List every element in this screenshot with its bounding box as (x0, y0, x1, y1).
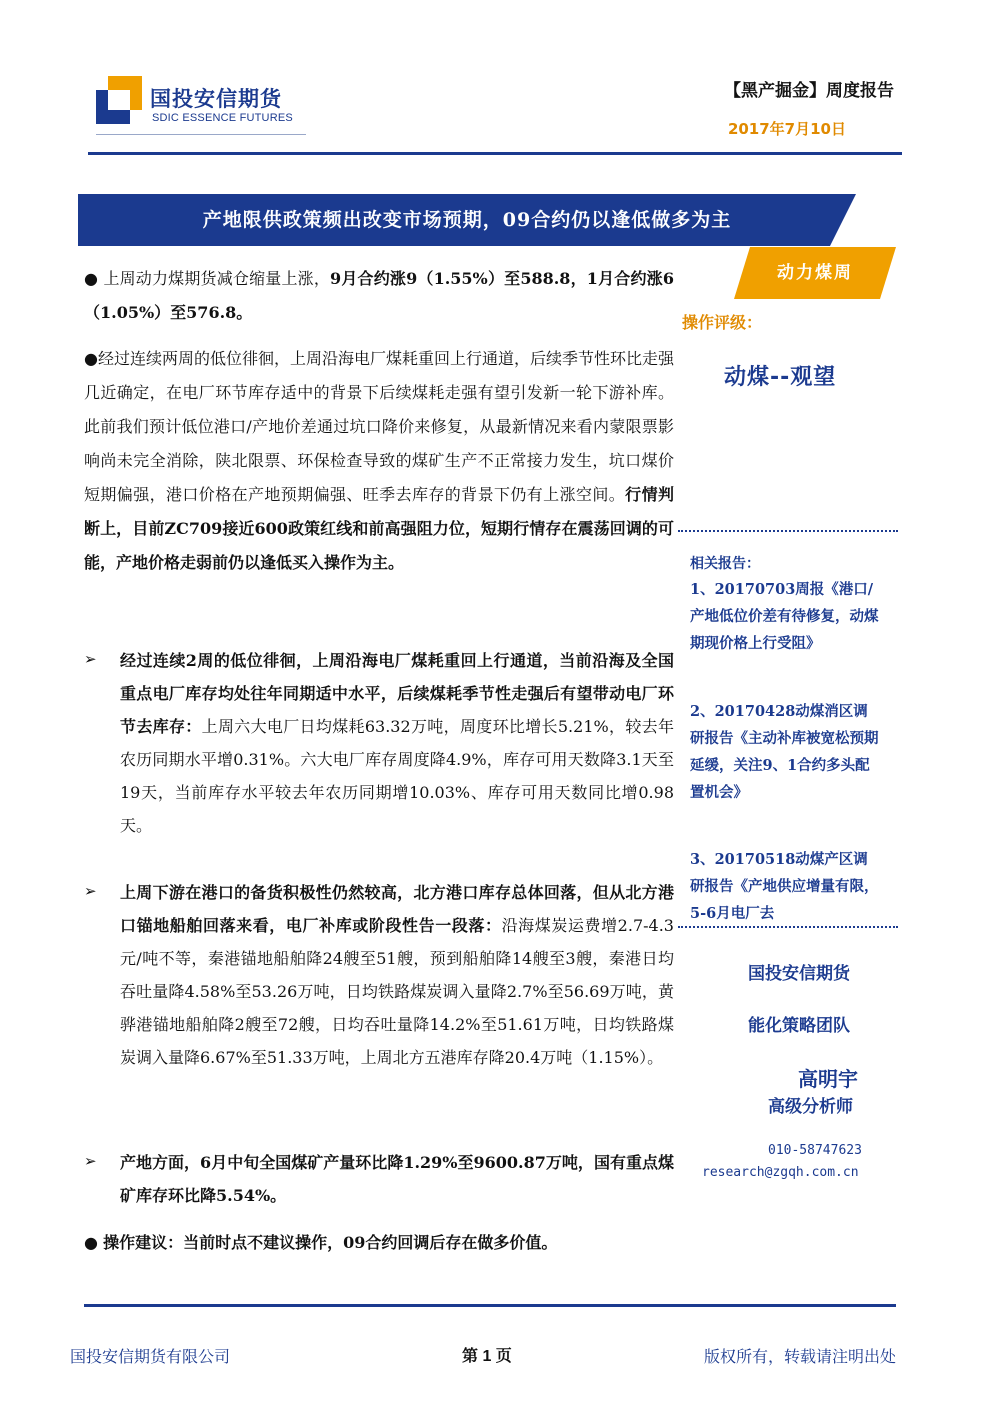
rating-label: 操作评级： (682, 313, 763, 332)
summary-bullet-2 (84, 342, 674, 580)
bullet-2-text: 经过连续两周的低位徘徊，上周沿海电厂煤耗重回上行通道，后续季节性环比走强几近确定，在电厂环节库存适中的背景下后续煤耗走强有望引发新一轮下游补库。此前我们预计低位港口/产地价差通过坑口降价来修复，从最新情况来看内蒙限票影响尚未完全消除，陕北限票、环保检查导致的煤矿生产不正常接力发生，坑口煤价短期偏强，港口价格在产地预期偏强、旺季去库存的背景下仍有上涨空间。 (84, 349, 674, 504)
arrow-bullet-icon: ➢ (84, 1152, 97, 1170)
bullet-1-text: 上周动力煤期货减仓缩量上涨， (103, 269, 331, 288)
headline: 产地限供政策频出改变市场预期，09合约仍以逢低做多为主 (202, 209, 732, 231)
header-divider (88, 152, 902, 155)
logo-underline (96, 134, 306, 135)
contact-email[interactable]: research@zgqh.com.cn (702, 1165, 859, 1180)
footer-divider (84, 1304, 896, 1307)
bullet-2-highlight: 行情判断上，目前ZC709接近600政策红线和前高强阻力位，短期行情存在震荡回调的可能，产地价格走弱前仍以逢低买入操作为主。 (84, 485, 674, 572)
detail-1-highlight: 经过连续2周的低位徘徊，上周沿海电厂煤耗重回上行通道，当前沿海及全国重点电厂库存均处往年同期适中水平，后续煤耗季节性走强后有望带动电厂环节去库存： (120, 651, 674, 736)
summary-bullet-1 (84, 262, 674, 330)
detail-point-3 (120, 1146, 674, 1212)
contact-phone: 010-58747623 (768, 1143, 862, 1158)
team-name: 能化策略团队 (748, 1016, 850, 1036)
bullet-dot: ● (84, 349, 98, 368)
detail-1-text: 上周六大电厂日均煤耗63.32万吨，周度环比增长5.21%，较去年农历同期水平增0.31%。六大电厂库存周度降4.9%，库存可用天数降3.1天至19天，当前库存水平较去年农历同期增10.03%、库存可用天数同比增0.98天。 (120, 717, 674, 835)
bullet-dot: ● (84, 1233, 98, 1252)
company-logo-icon (96, 76, 142, 124)
sidebar-divider (678, 530, 898, 532)
logo-chinese-name: 国投安信期货 (150, 87, 282, 111)
detail-point-2 (120, 876, 674, 1074)
advice-text: 操作建议：当前时点不建议操作，09合约回调后存在做多价值。 (103, 1233, 558, 1252)
detail-2-highlight: 上周下游在港口的备货积极性仍然较高，北方港口库存总体回落，但从北方港口锚地船舶回落来看，电厂补库或阶段性告一段落： (120, 883, 674, 935)
operation-advice (84, 1226, 674, 1260)
analyst-title: 高级分析师 (768, 1097, 853, 1117)
footer-company: 国投安信期货有限公司 (70, 1347, 231, 1366)
analyst-name: 高明宇 (798, 1067, 858, 1091)
arrow-bullet-icon: ➢ (84, 882, 97, 900)
detail-3-highlight: 产地方面，6月中旬全国煤矿产量环比降1.29%至9600.87万吨，国有重点煤矿库存环比降5.54%。 (120, 1153, 674, 1205)
related-report-link[interactable]: 2、20170428动煤消区调研报告《主动补库被宽松预期延缓，关注9、1合约多头配置机会》 (690, 703, 879, 801)
page-number: 第 1 页 (462, 1348, 512, 1365)
detail-point-1 (120, 644, 674, 842)
report-series-title: 【黑产掘金】周度报告 (724, 81, 894, 101)
rating-value: 动煤--观望 (724, 365, 837, 390)
related-reports-label: 相关报告： (690, 556, 760, 572)
related-report-link[interactable]: 1、20170703周报《港口/产地低位价差有待修复，动煤期现价格上行受阻》 (690, 581, 879, 652)
arrow-bullet-icon: ➢ (84, 650, 97, 668)
firm-name: 国投安信期货 (748, 964, 850, 984)
category-tag: 动力煤周 (777, 263, 853, 283)
bullet-dot: ● (84, 269, 99, 288)
related-report-link[interactable]: 3、20170518动煤产区调研报告《产地供应增量有限，5-6月电厂去 (690, 851, 879, 922)
footer-copyright: 版权所有，转载请注明出处 (704, 1347, 897, 1366)
logo-english-name: SDIC ESSENCE FUTURES (152, 112, 293, 124)
sidebar-divider (678, 926, 898, 928)
report-date: 2017年7月10日 (727, 120, 846, 138)
detail-2-text: 沿海煤炭运费增2.7-4.3元/吨不等，秦港锚地船舶降24艘至51艘，预到船舶降14艘至3艘，秦港日均吞吐量降4.58%至53.26万吨，日均铁路煤炭调入量降2.7%至56.69万吨，黄骅港锚地船舶降2艘至72艘，日均吞吐量降14.2%至51.61万吨，日均铁路煤炭调入量降6.67%至51.33万吨，上周北方五港库存降20.4万吨（1.15%）。 (120, 916, 674, 1067)
bullet-1-highlight: 9月合约涨9（1.55%）至588.8，1月合约涨6（1.05%）至576.8。 (84, 269, 674, 322)
